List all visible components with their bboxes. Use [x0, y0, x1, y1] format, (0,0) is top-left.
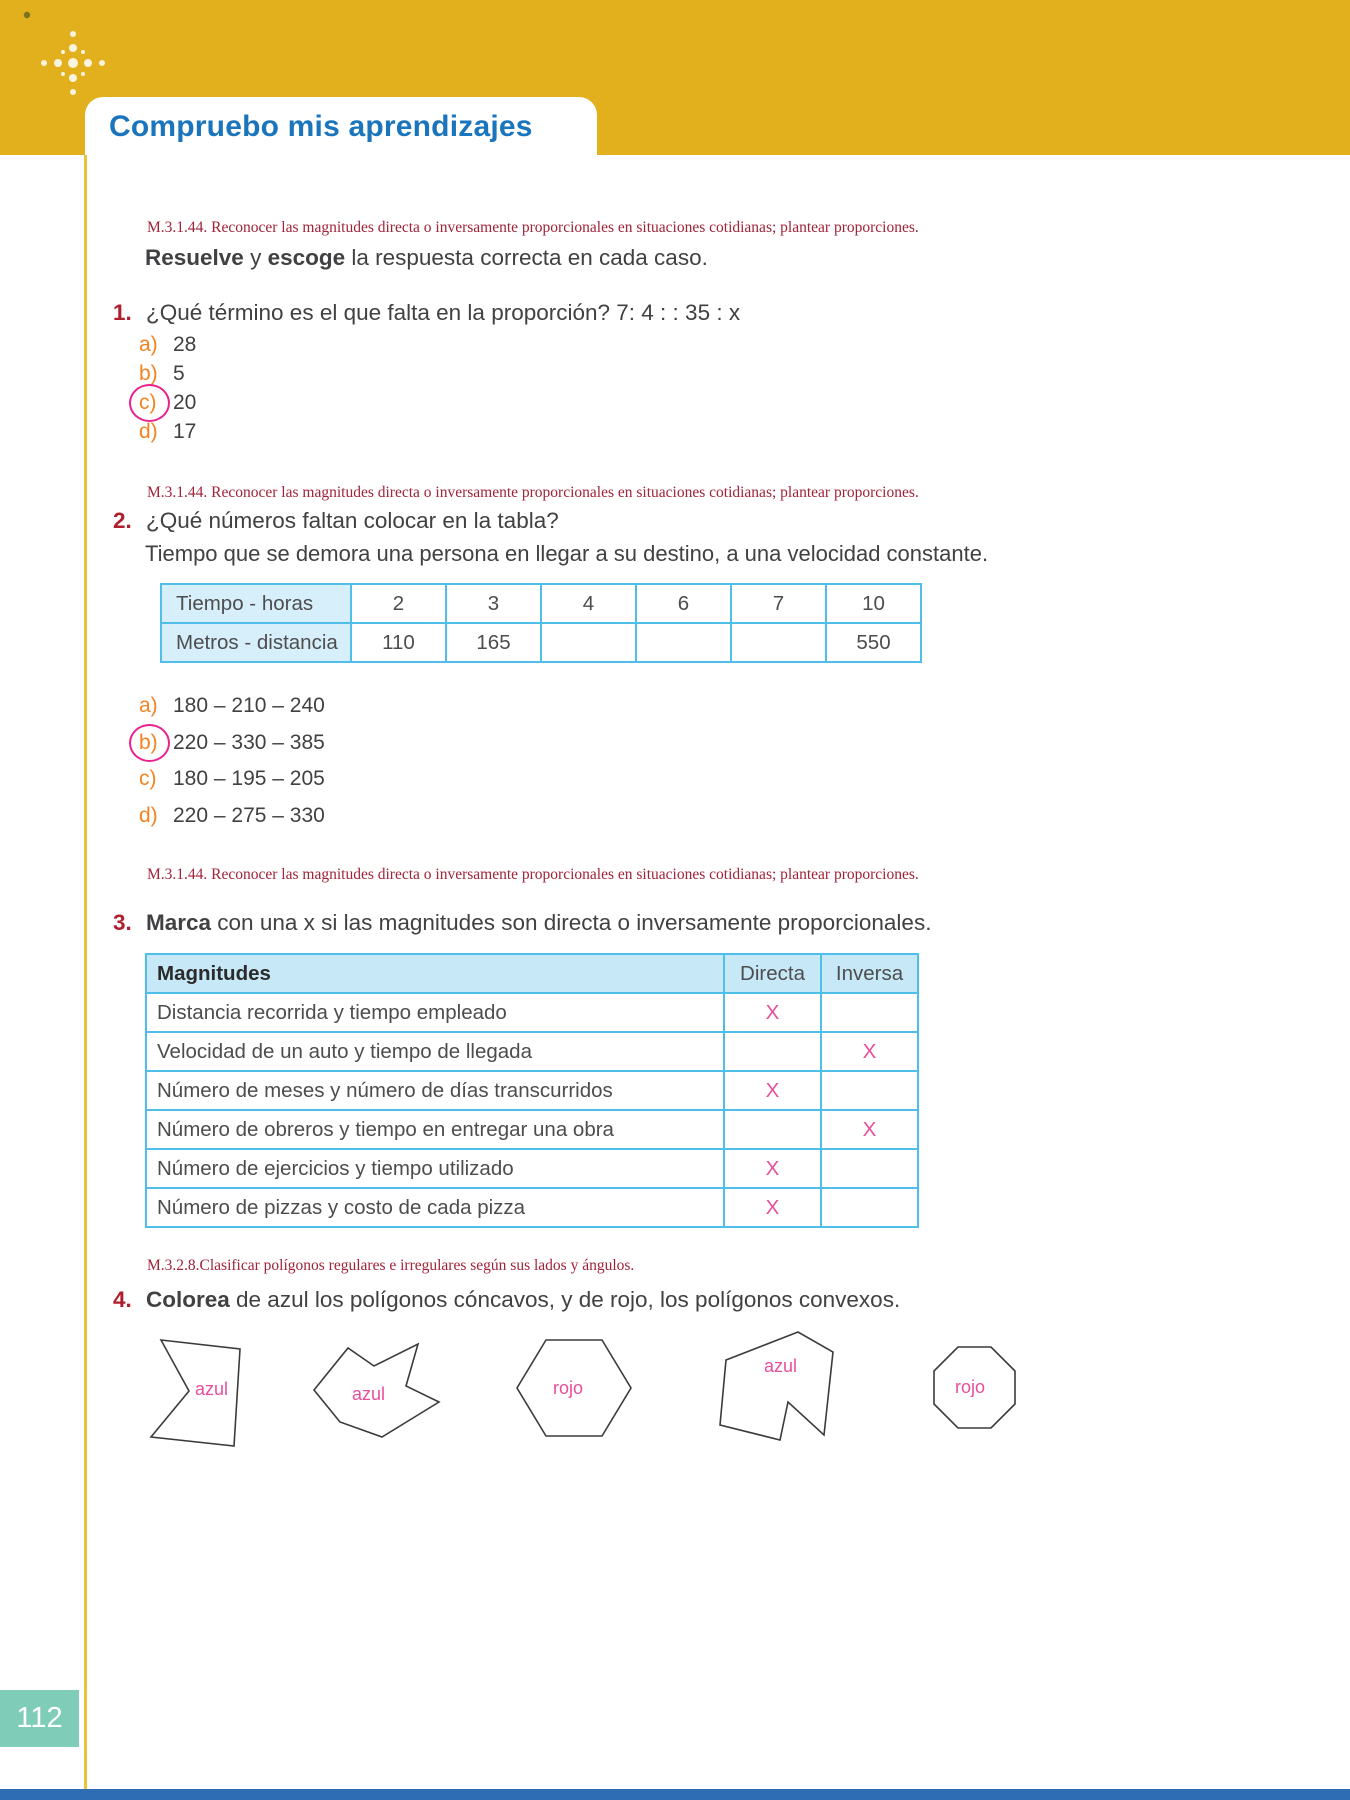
inversa-mark — [821, 993, 918, 1032]
inversa-mark — [821, 1188, 918, 1227]
question-4 — [113, 1287, 900, 1313]
polygon-concave-3 — [718, 1330, 843, 1445]
option-text: 180 – 210 – 240 — [173, 694, 325, 718]
magnitude-label: Número de ejercicios y tiempo utilizado — [146, 1149, 724, 1188]
shape-answer-label: azul — [764, 1356, 798, 1376]
table-cell: Tiempo - horas — [161, 584, 351, 623]
question-bold: Colorea — [146, 1287, 230, 1312]
option-letter: a) — [139, 332, 158, 356]
standard-line: M.3.2.8.Clasificar polígonos regulares e irregulares según sus lados y ángulos. — [147, 1257, 635, 1274]
instruction-line — [145, 245, 708, 271]
magnitudes-table — [145, 953, 919, 1228]
option-letter-circled: b) — [139, 731, 173, 755]
table-cell-empty — [541, 623, 636, 662]
shape-answer-label: azul — [352, 1384, 386, 1404]
directa-mark — [724, 1110, 821, 1149]
option-letter: d) — [139, 419, 158, 443]
magnitude-label: Número de meses y número de días transcurridos — [146, 1071, 724, 1110]
table-header-row — [146, 954, 918, 993]
table-cell: 6 — [636, 584, 731, 623]
inversa-mark — [821, 1149, 918, 1188]
polygon-concave-2 — [312, 1342, 442, 1442]
option-text: 180 – 195 – 205 — [173, 767, 325, 791]
proportion-table — [160, 583, 922, 663]
inversa-mark: X — [821, 1032, 918, 1071]
inversa-mark — [821, 1071, 918, 1110]
directa-mark: X — [724, 1149, 821, 1188]
polygon-hexagon — [515, 1338, 633, 1438]
option-text: 20 — [173, 390, 197, 414]
title-box — [85, 97, 597, 155]
header-band — [0, 0, 1350, 155]
table-cell-empty — [731, 623, 826, 662]
table-row — [146, 1149, 918, 1188]
page-number: 112 — [16, 1702, 63, 1734]
standard-line: M.3.1.44. Reconocer las magnitudes directa o inversamente proporcionales en situaciones cotidianas; plantear proporciones. — [147, 219, 919, 236]
table-row — [146, 993, 918, 1032]
option-row — [139, 725, 325, 762]
shape-answer-label: rojo — [955, 1377, 986, 1397]
instruction-bold: Resuelve — [145, 245, 244, 270]
option-text: 17 — [173, 419, 197, 443]
standard-line: M.3.1.44. Reconocer las magnitudes directa o inversamente proporcionales en situaciones cotidianas; plantear proporciones. — [147, 484, 919, 501]
q1-options — [139, 330, 196, 446]
question-text: de azul los polígonos cóncavos, y de rojo, los polígonos convexos. — [229, 1287, 901, 1312]
option-letter: a) — [139, 694, 158, 718]
table-cell: 10 — [826, 584, 921, 623]
table-cell: 165 — [446, 623, 541, 662]
page-title: Compruebo mis aprendizajes — [109, 110, 533, 143]
option-text: 220 – 330 – 385 — [173, 730, 325, 754]
option-row — [139, 798, 325, 835]
option-row — [139, 761, 325, 798]
option-letter: b) — [139, 361, 158, 385]
directa-mark: X — [724, 1188, 821, 1227]
question-number: 3. — [113, 910, 132, 935]
option-text: 220 – 275 – 330 — [173, 803, 325, 827]
table-cell-empty — [636, 623, 731, 662]
option-letter: d) — [139, 803, 158, 827]
question-number: 1. — [113, 300, 132, 325]
decorative-dots — [18, 6, 118, 106]
option-letter-circled: c) — [139, 391, 173, 415]
standard-line: M.3.1.44. Reconocer las magnitudes directa o inversamente proporcionales en situaciones cotidianas; plantear proporciones. — [147, 866, 919, 883]
page-number-tab — [0, 1690, 79, 1747]
question-3 — [113, 910, 931, 936]
directa-mark: X — [724, 1071, 821, 1110]
column-header: Directa — [724, 954, 821, 993]
option-row — [139, 388, 196, 417]
table-cell: 2 — [351, 584, 446, 623]
table-row — [146, 1071, 918, 1110]
shape-answer-label: azul — [195, 1379, 229, 1399]
question-text: con una x si las magnitudes son directa o inversamente proporcionales. — [211, 910, 932, 935]
question-text: ¿Qué término es el que falta en la proporción? 7: 4 : : 35 : x — [146, 300, 741, 325]
directa-mark: X — [724, 993, 821, 1032]
option-row — [139, 330, 196, 359]
table-cell: 4 — [541, 584, 636, 623]
margin-line — [84, 155, 87, 1789]
polygon-outline — [718, 1330, 843, 1445]
inversa-mark: X — [821, 1110, 918, 1149]
magnitude-label: Número de obreros y tiempo en entregar una obra — [146, 1110, 724, 1149]
question-bold: Marca — [146, 910, 212, 935]
option-text: 28 — [173, 332, 197, 356]
table-cell: 550 — [826, 623, 921, 662]
question-subtext: Tiempo que se demora una persona en llegar a su destino, a una velocidad constante. — [145, 541, 989, 566]
bottom-bar — [0, 1789, 1350, 1800]
instruction-bold: escoge — [267, 245, 346, 270]
directa-mark — [724, 1032, 821, 1071]
instruction-text: la respuesta correcta en cada caso. — [345, 245, 708, 270]
column-header: Inversa — [821, 954, 918, 993]
option-letter: c) — [139, 767, 157, 791]
table-cell: 7 — [731, 584, 826, 623]
option-row — [139, 417, 196, 446]
polygon-concave-1 — [143, 1337, 243, 1449]
magnitude-label: Número de pizzas y costo de cada pizza — [146, 1188, 724, 1227]
question-2 — [113, 508, 559, 534]
table-cell: 3 — [446, 584, 541, 623]
table-row — [146, 1110, 918, 1149]
table-cell: Metros - distancia — [161, 623, 351, 662]
question-number: 2. — [113, 508, 132, 533]
q2-options — [139, 688, 325, 834]
question-1 — [113, 300, 740, 326]
option-row — [139, 688, 325, 725]
magnitude-label: Distancia recorrida y tiempo empleado — [146, 993, 724, 1032]
table-cell: 110 — [351, 623, 446, 662]
polygon-octagon — [932, 1345, 1017, 1430]
instruction-text: y — [243, 245, 268, 270]
table-row — [161, 584, 921, 623]
table-row — [161, 623, 921, 662]
table-row — [146, 1032, 918, 1071]
column-header: Magnitudes — [146, 954, 724, 993]
option-text: 5 — [173, 361, 185, 385]
table-row — [146, 1188, 918, 1227]
magnitude-label: Velocidad de un auto y tiempo de llegada — [146, 1032, 724, 1071]
question-text: ¿Qué números faltan colocar en la tabla? — [146, 508, 559, 533]
shape-answer-label: rojo — [553, 1378, 584, 1398]
question-number: 4. — [113, 1287, 132, 1312]
